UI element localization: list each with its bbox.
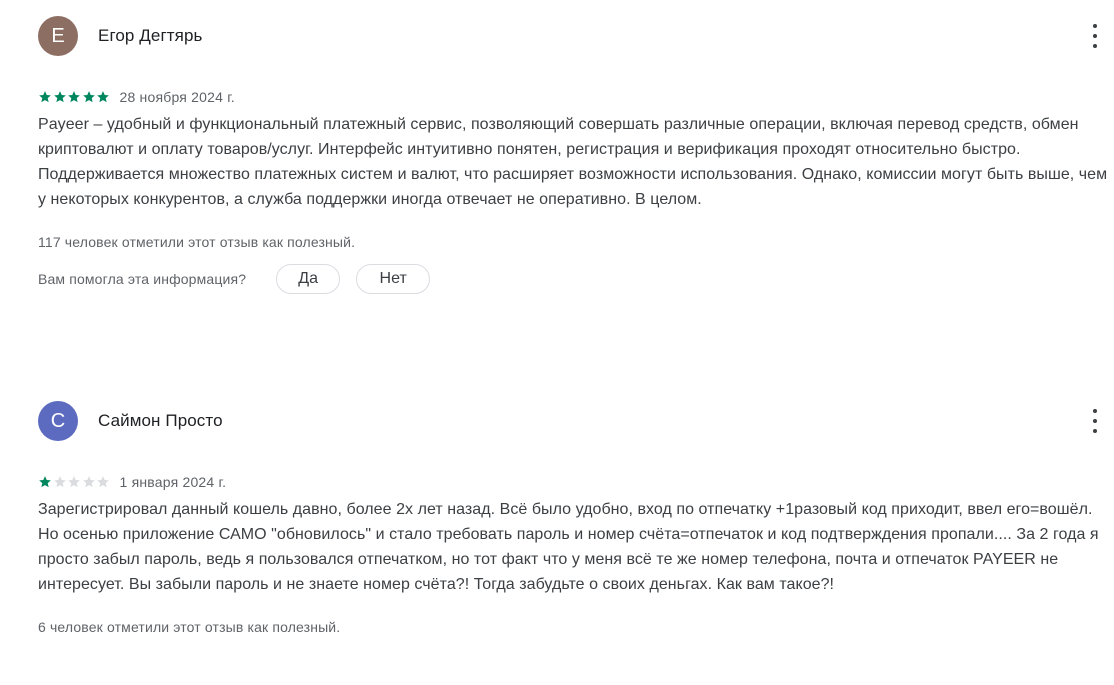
helpful-count: 6 человек отметили этот отзыв как полезный.: [38, 619, 341, 635]
review-text: Зарегистрировал данный кошель давно, более 2х лет назад. Всё было удобно, вход по отпечатку +1разовый код приходит, ввел его=вошёл. Но осенью приложение САМО "обновилось" и стало требовать пароль и номер счёта=отпечаток и код подтверждения пропали.... За 2 года я просто забыл пароль, ведь я пользовался отпечатком, но тот факт что у меня всё те же номер телефона, почта и отпечаток PAYEER не интересует. Вы забыли пароль и не знаете номер счёта?! Тогда забудьте о своих деньгах. Как вам такое?!: [38, 501, 1099, 593]
avatar: [38, 16, 78, 56]
menu-dot: [1093, 34, 1097, 38]
avatar-letter: С: [50, 409, 66, 432]
feedback-row: [38, 264, 1108, 294]
feedback-question: Вам помогла эта информация?: [38, 271, 247, 287]
author-name: Саймон Просто: [98, 411, 223, 430]
helpful-count: 117 человек отметили этот отзыв как полезный.: [38, 234, 356, 250]
menu-dot: [1093, 24, 1097, 28]
star-filled-icon: [96, 90, 111, 105]
star-empty-icon: [53, 475, 68, 490]
star-rating: [38, 475, 111, 490]
avatar: [38, 401, 78, 441]
star-filled-icon: [38, 90, 53, 105]
menu-dot: [1093, 409, 1097, 413]
author-name: Егор Дегтярь: [98, 26, 203, 45]
review-header: [38, 401, 1108, 441]
more-vert-icon[interactable]: [1088, 407, 1102, 435]
star-empty-icon: [67, 475, 82, 490]
menu-dot: [1093, 44, 1097, 48]
no-button[interactable]: Нет: [356, 264, 430, 294]
review-date: 1 января 2024 г.: [119, 474, 227, 490]
star-filled-icon: [38, 475, 53, 490]
star-filled-icon: [53, 90, 68, 105]
yes-button[interactable]: Да: [276, 264, 340, 294]
star-empty-icon: [82, 475, 97, 490]
review-card: [38, 401, 1108, 635]
review-meta: [38, 473, 1108, 491]
star-empty-icon: [96, 475, 111, 490]
menu-dot: [1093, 429, 1097, 433]
menu-dot: [1093, 419, 1097, 423]
review-meta: [38, 88, 1108, 106]
review-date: 28 ноября 2024 г.: [119, 89, 235, 105]
more-vert-icon[interactable]: [1088, 22, 1102, 50]
review-header: [38, 16, 1108, 56]
avatar-letter: E: [51, 24, 65, 47]
star-filled-icon: [67, 90, 82, 105]
star-filled-icon: [82, 90, 97, 105]
review-card: [38, 16, 1108, 294]
star-rating: [38, 90, 111, 105]
review-text: Payeer – удобный и функциональный платежный сервис, позволяющий совершать различные операции, включая перевод средств, обмен криптовалют и оплату товаров/услуг. Интерфейс интуитивно понятен, регистрация и верификация проходят относительно быстро. Поддерживается множество платежных систем и валют, что расширяет возможности использования. Однако, комиссии могут быть выше, чем у некоторых конкурентов, а служба поддержки иногда отвечает не оперативно. В целом.: [38, 116, 1108, 208]
